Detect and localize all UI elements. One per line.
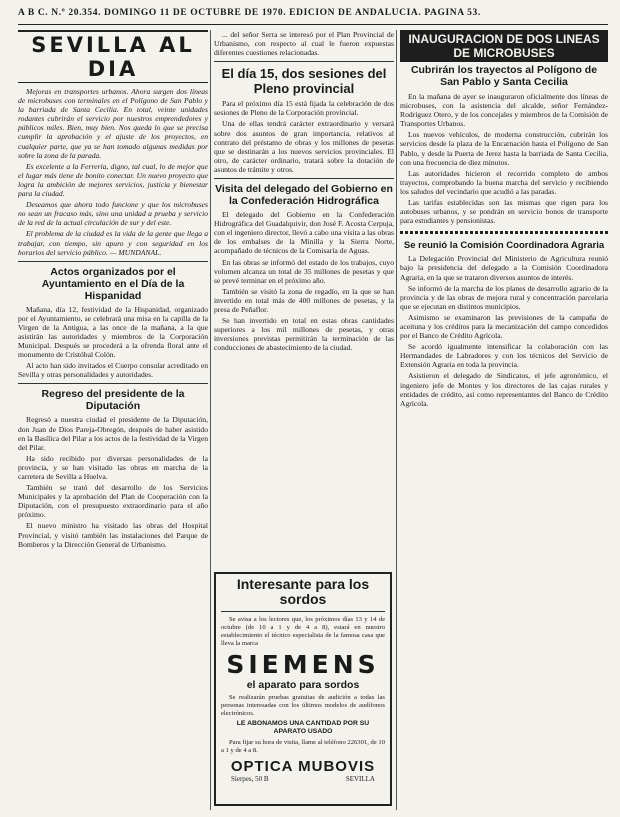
- paragraph: Asimismo se examinaron las previsiones de la campaña de aceituna y los créditos para la mecanización del campo concedidos por el Banco de Crédito Agrícola.: [400, 312, 608, 341]
- paragraph: Los nuevos vehículos, de moderna construcción, cubrirán los servicios desde la plaza de la Encarnación hasta el Polígono de San Pablo, y desde la Puerta de Jerez hasta la barriada de Santa Cecilia, con una frecuencia de diez minutos.: [400, 130, 608, 167]
- paragraph: Una de ellas tendrá carácter extraordinario y versará sobre dos asuntos de gran importancia, relativos al contrato del préstamo de obras y los millones de pesetas que se destinarán a los nuevos servicios provinciales. El otro, de carácter ordinario, tratará sobre la dotación de asuntos de trámite y otros.: [214, 119, 394, 174]
- paragraph: En la mañana de ayer se inauguraron oficialmente dos líneas de microbuses, con la asistencia del alcalde, señor Fernández-Rodríguez Otero, y de los concejales y miembros de la Comisión de Transportes Urbanos.: [400, 92, 608, 129]
- column-middle: [214, 30, 394, 568]
- paragraph: Las autoridades hicieron el recorrido completo de ambos trayectos, comprobando la buena marcha del servicio y recibiendo los saludos del vecindario que acudió a las paradas.: [400, 168, 608, 196]
- section-title: SEVILLA AL DIA: [18, 30, 208, 83]
- ad-address: [221, 775, 385, 783]
- paragraph: Es excelente a la Ferrería, digno, tal cual, lo de mejor que el lugar más tiene de bonito conectar. Un nuevo proyecto que logra la ambición de mejores servicios, justicia y bienestar para la ciudad.: [18, 161, 208, 199]
- paragraph: El delegado del Gobierno en la Confederación Hidrográfica del Guadalquivir, don José F. Acosta Cerpuja, con el ingeniero director, llevó a cabo una visita a las obras de los embalses de la Minilla y la Sierra Norte, acompañado de técnicos de la Comisaría de Aguas.: [214, 210, 394, 256]
- column-rule: [210, 30, 211, 810]
- ad-note: Para fijar su hora de visita, llame al teléfono 226301, de 10 a 1 y de 4 a 8.: [221, 738, 385, 754]
- paragraph: Ha sido recibido por diversas personalidades de la provincia, y se han visitado las obras en marcha de la carretera de Sevilla a Huelva.: [18, 453, 208, 481]
- divider: [214, 178, 394, 179]
- ad-title: Interesante para los sordos: [236, 576, 370, 607]
- paragraph: El problema de la ciudad es la vida de la gente que llega a trabajar, con tiempo, sin apuro y con seguridad en los horarios del servicio público. — MUNDANAL.: [18, 229, 208, 257]
- column-rule: [396, 30, 397, 810]
- ad-body: Se realizarán pruebas gratuitas de audición a todas las personas interesadas con los últimos modelos de audífonos electrónicos.: [221, 694, 385, 717]
- paragraph: Se acordó igualmente intensificar la colaboración con las Hermandades de Labradores y con los técnicos del Servicio de Extensión Agraria en toda la provincia.: [400, 342, 608, 370]
- paragraph: Se informó de la marcha de los planes de desarrollo agrario de la provincia y de las obras de mejora rural y concentración parcelaria que se ejecutan en distintos municipios.: [400, 283, 608, 311]
- paragraph: Mañana, día 12, festividad de la Hispanidad, organizado por el Ayuntamiento, se celebrará una misa en la capilla de la Virgen de la Antigua, a las once de la mañana, a la que asistirán las autoridades y miembros de la Corporación Municipal. Después se procederá a la ofrenda floral ante el monumento de Cristóbal Colón.: [18, 304, 208, 360]
- article-title: Actos organizados por el Ayuntamiento en el Día de la Hispanidad: [41, 265, 185, 302]
- ad-brand: SIEMENS: [226, 650, 380, 679]
- paragraph: Deseamos que ahora todo funcione y que los microbuses no sean un fracaso más, sino una unidad a prueba y servicio de la red de la actual circulación de sur y del este.: [18, 200, 208, 228]
- paragraph: También se trató del desarrollo de los Servicios Municipales y la aprobación del Plan de Cooperación con la Diputación, con el presupuesto extraordinario para el año próximo.: [18, 483, 208, 520]
- ad-city: SEVILLA: [345, 774, 375, 783]
- ad-shop-name: OPTICA MUBOVIS: [230, 757, 376, 775]
- section-intro: [18, 87, 208, 257]
- banner-subtitle: Cubrirán los trayectos al Polígono de San Pablo y Santa Cecilia: [410, 64, 598, 88]
- divider: [214, 61, 394, 62]
- paragraph: Mejoras en transportes urbanos. Ahora surgen dos líneas de microbuses con terminales en el Polígono de San Pablo y la barriada de Santa Cecilia. En total, veinte unidades rodantes cubrirán el servicio por nuestros emprendedores y públicos miles. Bien, muy bien. Nos queda lo que se precisa cumplir la aprobación y el ajuste de los proyectos, en cualquier parte, que ya se han tomado algunas medidas por sobre la zona de la parada.: [18, 87, 208, 160]
- column-left: [18, 30, 208, 812]
- ad-street: Sierpes, 50 B: [231, 774, 269, 783]
- article-title: El día 15, dos sesiones del Pleno provincial: [221, 66, 387, 97]
- banner-headline: INAUGURACION DE DOS LINEAS DE MICROBUSES: [400, 30, 608, 62]
- paragraph: Se han invertido en total en estas obras cantidades superiores a los mil millones de pesetas, y otras inversiones previstas permitirán la terminación de las conducciones de abastecimiento de la ciudad.: [214, 316, 394, 353]
- page-header: A B C. N.º 20.354. DOMINGO 11 DE OCTUBRE DE 1970. EDICION DE ANDALUCIA. PAGINA 53.: [18, 8, 608, 25]
- divider: [221, 611, 385, 612]
- ad-intro: Se avisa a los lectores que, los próximos días 13 y 14 de octubre (de 10 a 1 y de 4 a 8), estará en nuestro establecimiento el técnico especialista de la famosa casa que lleva la marca: [221, 616, 385, 647]
- paragraph: ... del señor Serra se interesó por el Plan Provincial de Urbanismo, con respecto al cual le fueron expuestas diferentes cuestiones relacionadas.: [214, 30, 394, 58]
- paragraph: Las tarifas establecidas son las mismas que rigen para los autobuses urbanos, y se pondrán en servicio bonos de transporte para estudiantes y pensionistas.: [400, 198, 608, 226]
- advertisement: [214, 572, 392, 806]
- paragraph: La Delegación Provincial del Ministerio de Agricultura reunió bajo la presidencia del delegado a la Comisión Coordinadora Agraria, en la que se trataron diversos asuntos de interés.: [400, 254, 608, 282]
- paragraph: El nuevo ministro ha visitado las obras del Hospital Provincial, y visitó también las instalaciones del Parque de Bomberos y la Dirección General de Urbanismo.: [18, 521, 208, 549]
- article-title: Regreso del presidente de la Diputación: [41, 388, 185, 413]
- ad-offer: LE ABONAMOS UNA CANTIDAD POR SU APARATO USADO: [236, 720, 370, 736]
- paragraph: Regresó a nuestra ciudad el presidente de la Diputación, don Juan de Dios Pareja-Obregón, después de haber asistido en la Basílica del Pilar a los actos de la festividad de la Virgen del Pilar.: [18, 415, 208, 452]
- paragraph: Asistieron el delegado de Sindicatos, el jefe agronómico, el ingeniero jefe de Montes y los directores de las cajas rurales y entidades de crédito, así como representantes del Banco de Crédito Agrícola.: [400, 371, 608, 408]
- article-title: Visita del delegado del Gobierno en la Confederación Hidrográfica: [215, 183, 393, 208]
- divider: [400, 231, 608, 234]
- divider: [18, 383, 208, 384]
- divider: [18, 261, 208, 262]
- ad-tagline: el aparato para sordos: [246, 679, 360, 691]
- paragraph: Al acto han sido invitados el Cuerpo consular acreditado en Sevilla y otras personalidades y autoridades.: [18, 361, 208, 380]
- paragraph: En las obras se informó del estado de los trabajos, cuyo volumen alcanza un total de 35 millones de pesetas y que se prevé terminar en el próximo año.: [214, 257, 394, 285]
- paragraph: Para el próximo día 15 está fijada la celebración de dos sesiones de Pleno de la Corporación provincial.: [214, 99, 394, 118]
- article-title: Se reunió la Comisión Coordinadora Agraria: [403, 240, 605, 252]
- column-right: [400, 30, 608, 812]
- paragraph: También se visitó la zona de regadío, en la que se han invertido en total más de 400 millones de pesetas, y la presa de Peñaflor.: [214, 286, 394, 314]
